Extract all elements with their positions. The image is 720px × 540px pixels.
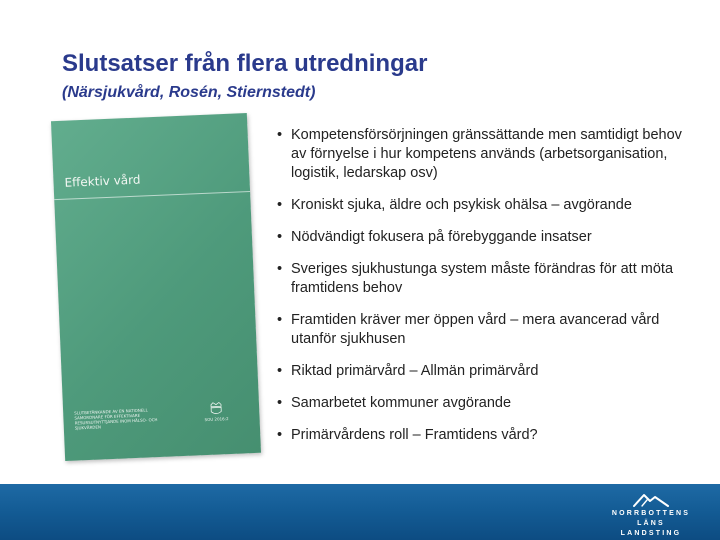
mountain-logo-icon: [633, 493, 669, 507]
bullet-item: [276, 260, 696, 298]
bullet-dot: •: [277, 427, 283, 443]
bullet-text: Framtiden kräver mer öppen vård – mera avancerad vård utanför sjukhusen: [291, 312, 660, 347]
bullet-text: Kroniskt sjuka, äldre och psykisk ohälsa – avgörande: [291, 197, 632, 213]
bullet-item: [276, 126, 696, 183]
bullet-text: Nödvändigt fokusera på förebyggande insatser: [291, 229, 592, 245]
bullet-text: Samarbetet kommuner avgörande: [291, 395, 512, 411]
bullet-list: [276, 126, 696, 458]
bullet-item: [276, 311, 696, 349]
bullet-item: [276, 196, 696, 215]
logo-text-line1: NORRBOTTENS: [611, 510, 691, 517]
cover-title: Effektiv vård: [64, 172, 141, 190]
bullet-item: [276, 362, 696, 381]
bullet-dot: •: [277, 363, 283, 379]
logo-text-line2: LÄNS LANDSTING: [620, 520, 682, 537]
bullet-item: [276, 426, 696, 445]
organization-logo: [610, 493, 692, 539]
government-seal: [195, 400, 238, 423]
bullet-text: Primärvårdens roll – Framtidens vård?: [291, 427, 538, 443]
bullet-text: Kompetensförsörjningen gränssättande men samtidigt behov av förnyelse i hur kompetens används (arbetsorganisation, logistik, ledarskap osv): [291, 127, 682, 181]
bullet-item: [276, 394, 696, 413]
bullet-dot: •: [277, 395, 283, 411]
bullet-item: [276, 228, 696, 247]
bullet-dot: •: [277, 312, 283, 328]
cover-divider: [54, 191, 250, 200]
cover-fine-print: SLUTBETÄNKANDE AV EN NATIONELL SAMORDNARE FÖR EFFEKTIVARE RESURSUTNYTTJANDE INOM HÄLSO- OCH SJUKVÅRDEN: [74, 407, 158, 431]
bullet-dot: •: [277, 127, 283, 143]
report-cover-image: [51, 113, 261, 461]
slide-subtitle: (Närsjukvård, Rosén, Stiernstedt): [62, 84, 316, 101]
crown-seal-icon: [209, 400, 224, 417]
bullet-dot: •: [277, 261, 283, 277]
slide-title: Slutsatser från flera utredningar: [62, 50, 428, 77]
bullet-text: Riktad primärvård – Allmän primärvård: [291, 363, 539, 379]
bullet-text: Sveriges sjukhustunga system måste förändras för att möta framtidens behov: [291, 261, 674, 296]
bullet-dot: •: [277, 197, 283, 213]
seal-text: SOU 2016:2: [204, 416, 229, 423]
bullet-dot: •: [277, 229, 283, 245]
